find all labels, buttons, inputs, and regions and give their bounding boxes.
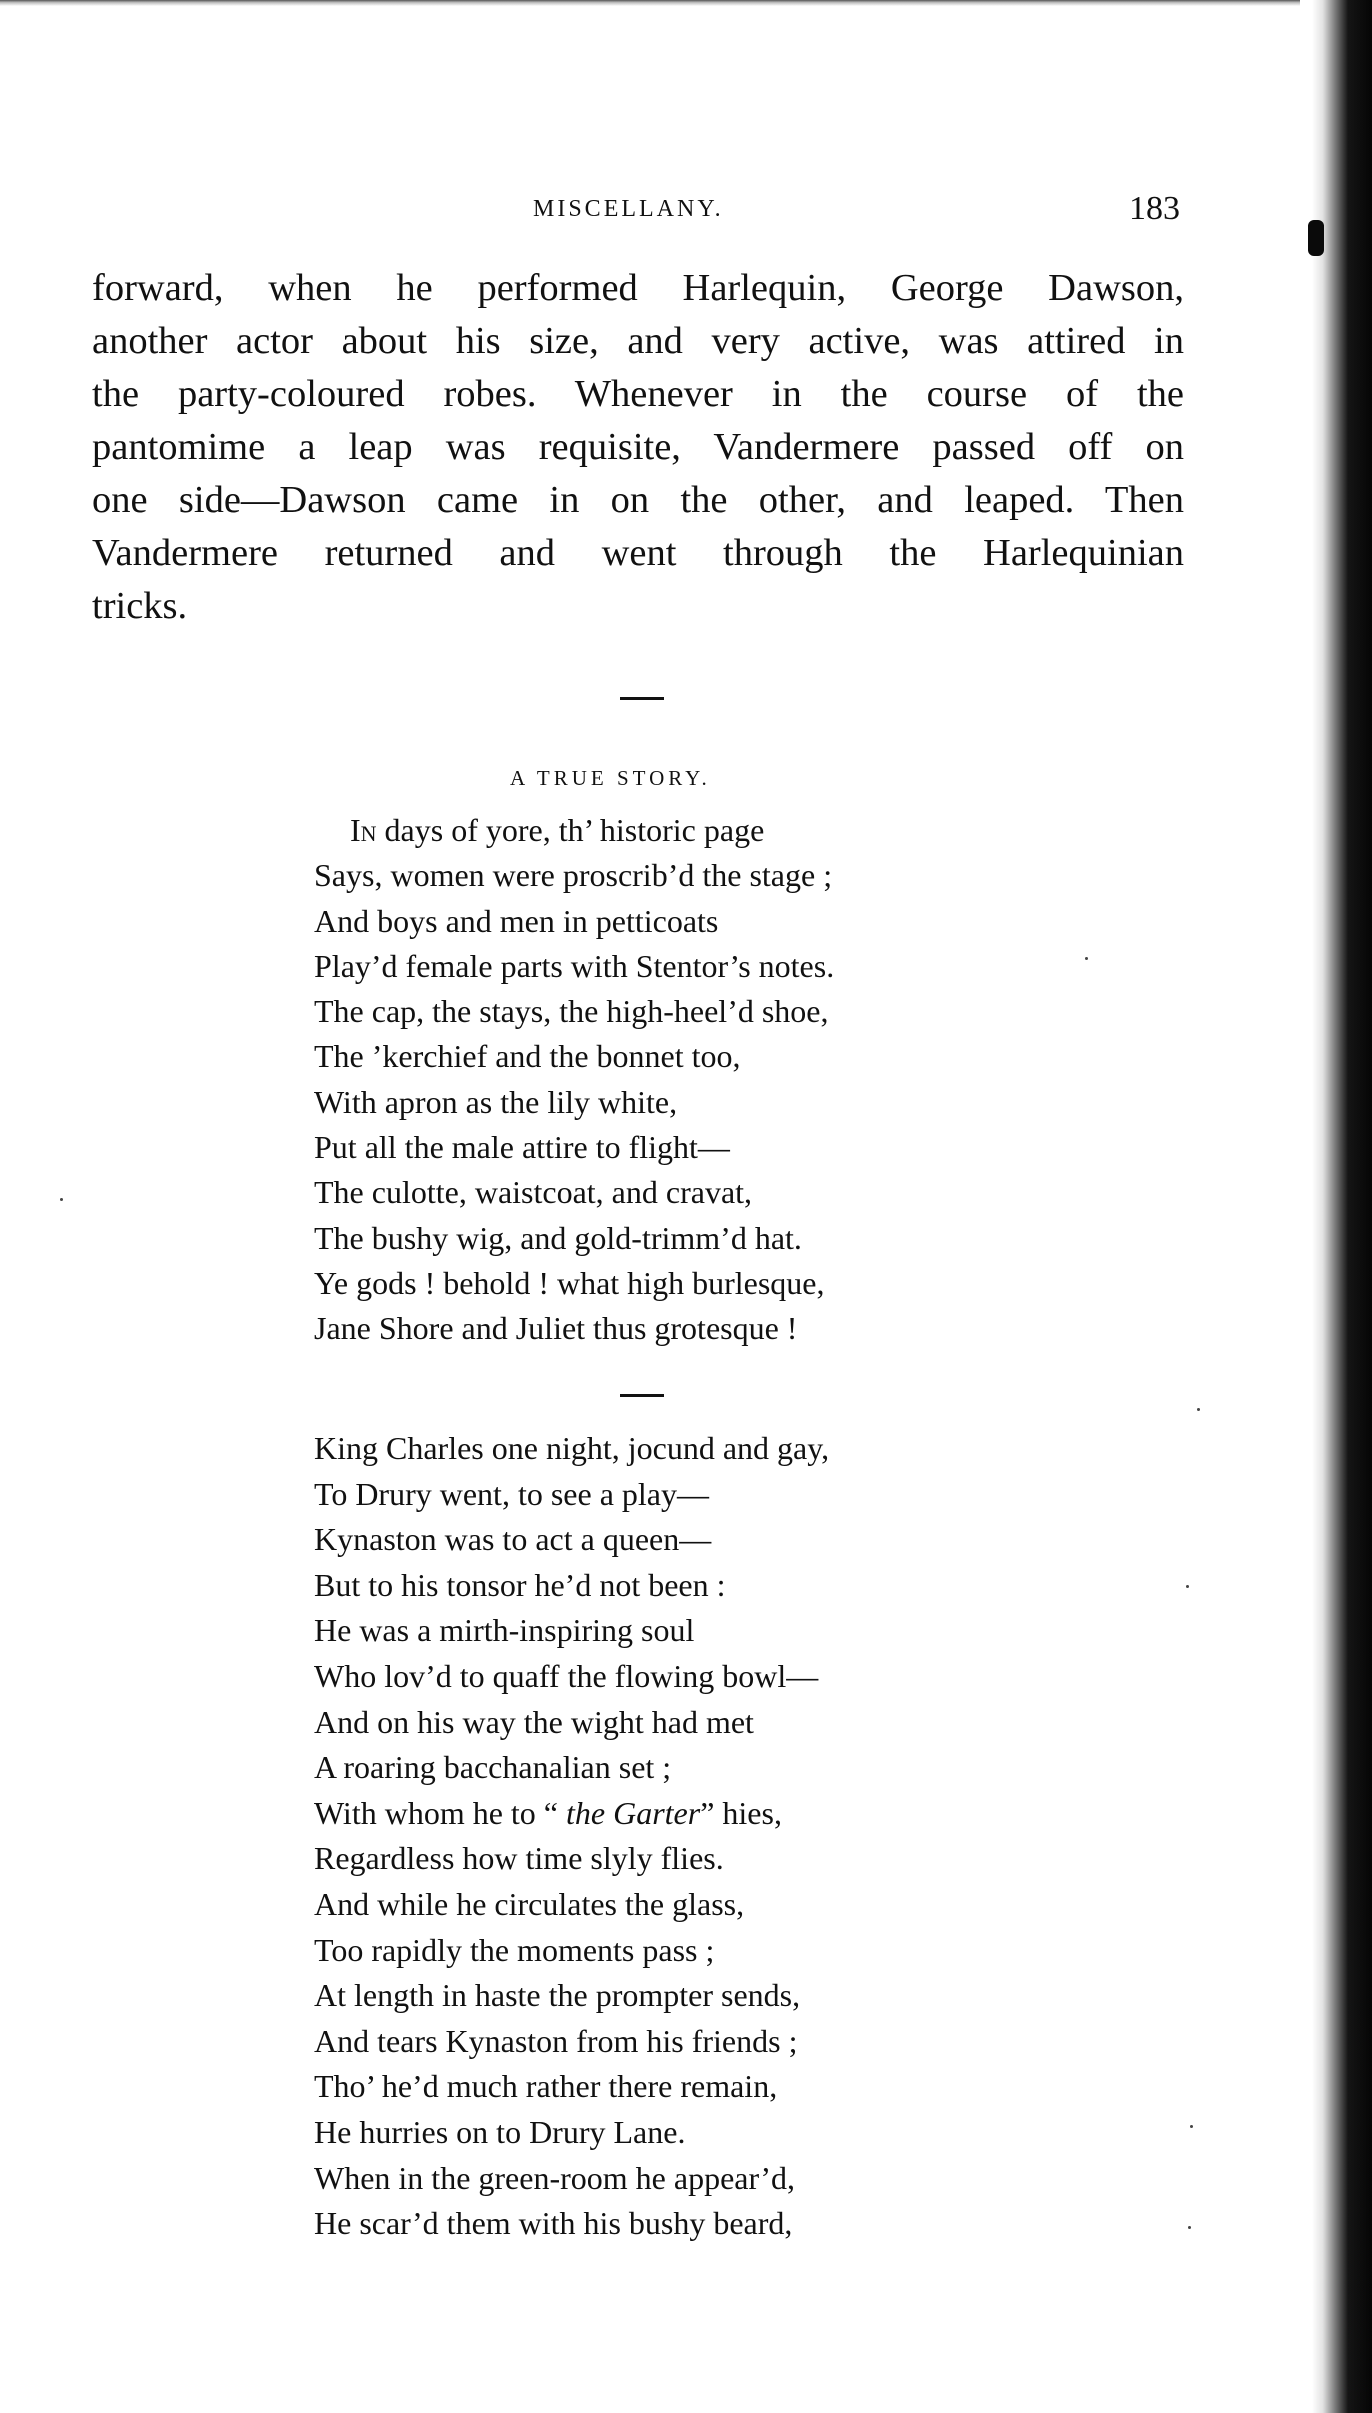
poem-line: Tho’ he’d much rather there remain, xyxy=(314,2068,778,2105)
prose-line: one side—Dawson came in on the other, and leaped. Then xyxy=(92,479,1184,521)
poem-line: At length in haste the prompter sends, xyxy=(314,1977,801,2014)
poem-line: With apron as the lily white, xyxy=(314,1083,678,1120)
poem-stanza-1 xyxy=(314,808,1014,1352)
poem-title: A TRUE STORY. xyxy=(510,766,711,790)
running-head: MISCELLANY. xyxy=(533,196,724,222)
prose-paragraph xyxy=(92,262,1184,633)
poem-line: Too rapidly the moments pass ; xyxy=(314,1931,715,1968)
prose-line: Vandermere returned and went through the Harlequinian xyxy=(92,532,1184,574)
poem-line: Who lov’d to quaff the flowing bowl— xyxy=(314,1657,819,1694)
poem-line-text: days of yore, th’ historic page xyxy=(376,812,765,848)
page-header xyxy=(90,184,1180,234)
poem-line: Jane Shore and Juliet thus grotesque ! xyxy=(314,1310,798,1347)
prose-line: pantomime a leap was requisite, Vandermere passed off on xyxy=(92,426,1184,468)
italic-title: the Garter xyxy=(566,1794,701,1831)
poem-line: The bushy wig, and gold-trimm’d hat. xyxy=(314,1219,802,1256)
paper-speck xyxy=(1197,1408,1200,1411)
poem-line: To Drury went, to see a play— xyxy=(314,1475,709,1512)
gutter-binding-mark xyxy=(1308,220,1324,256)
poem-line: King Charles one night, jocund and gay, xyxy=(314,1430,830,1466)
poem-line: A roaring bacchanalian set ; xyxy=(314,1749,672,1786)
poem-line: And tears Kynaston from his friends ; xyxy=(314,2022,798,2059)
prose-line: another actor about his size, and very active, was attired in xyxy=(92,320,1184,362)
poem-line: He was a mirth-inspiring soul xyxy=(314,1612,695,1649)
page-top-edge-shadow xyxy=(0,0,1300,6)
paper-speck xyxy=(1188,2226,1191,2229)
poem-line: He hurries on to Drury Lane. xyxy=(314,2113,686,2150)
poem-line-text: ” hies, xyxy=(700,1794,782,1831)
paper-speck xyxy=(60,1198,63,1201)
poem-line: When in the green-room he appear’d, xyxy=(314,2159,795,2196)
book-gutter-shadow xyxy=(1312,0,1372,2413)
poem-line: Put all the male attire to flight— xyxy=(314,1129,730,1166)
poem-line: The ’kerchief and the bonnet too, xyxy=(314,1038,741,1075)
paper-speck xyxy=(1186,1585,1189,1588)
drop-initial: In xyxy=(350,812,377,848)
poem-line: Says, women were proscrib’d the stage ; xyxy=(314,857,833,894)
page-number: 183 xyxy=(1129,190,1180,227)
poem-stanza-2 xyxy=(314,1426,1014,2247)
poem-line: And on his way the wight had met xyxy=(314,1703,754,1740)
poem-line: But to his tonsor he’d not been : xyxy=(314,1566,726,1603)
prose-line: tricks. xyxy=(92,585,188,627)
poem-line: He scar’d them with his bushy beard, xyxy=(314,2205,793,2242)
prose-line: forward, when he performed Harlequin, George Dawson, xyxy=(92,267,1184,309)
poem-line: Regardless how time slyly flies. xyxy=(314,1840,724,1877)
poem-line-text: With whom he to “ xyxy=(314,1794,566,1831)
poem-line: Ye gods ! behold ! what high burlesque, xyxy=(314,1264,825,1301)
poem-line-garter xyxy=(314,1791,1014,1837)
section-divider-rule xyxy=(620,697,664,700)
poem-line: The cap, the stays, the high-heel’d shoe, xyxy=(314,993,829,1030)
paper-speck xyxy=(1190,2125,1193,2128)
poem-line: The culotte, waistcoat, and cravat, xyxy=(314,1174,753,1211)
poem-line: Kynaston was to act a queen— xyxy=(314,1521,712,1558)
poem-line: Play’d female parts with Stentor’s notes. xyxy=(314,947,835,984)
prose-line: the party-coloured robes. Whenever in the course of the xyxy=(92,373,1184,415)
poem-line: And boys and men in petticoats xyxy=(314,902,719,939)
poem-line xyxy=(314,808,1014,853)
poem-line: And while he circulates the glass, xyxy=(314,1885,745,1922)
stanza-divider-rule xyxy=(620,1394,664,1397)
paper-speck xyxy=(1085,957,1088,960)
